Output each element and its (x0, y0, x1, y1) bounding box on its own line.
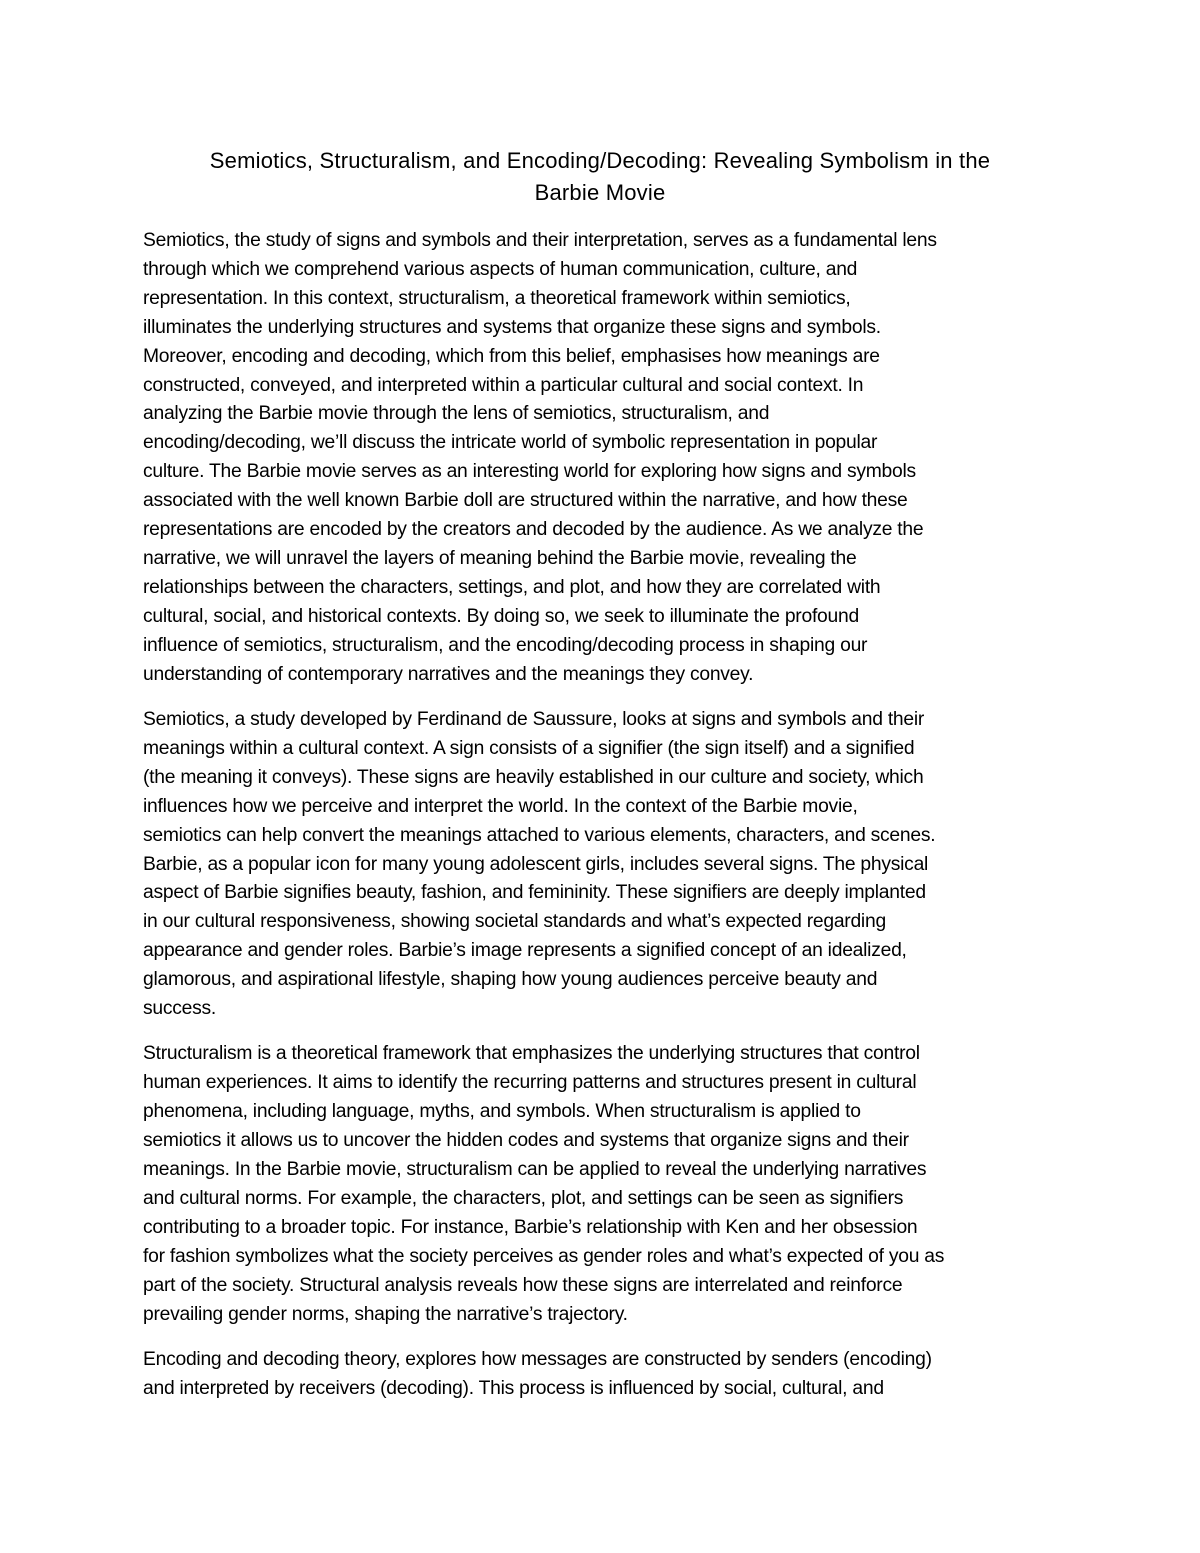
title-line: Semiotics, Structuralism, and Encoding/Decoding: Revealing Symbolism in the (209, 148, 991, 173)
text-line: for fashion symbolizes what the society perceives as gender roles and what’s expected of you as (143, 1245, 945, 1267)
text-line: semiotics can help convert the meanings attached to various elements, characters, and scenes. (143, 824, 936, 846)
text-line: influences how we perceive and interpret the world. In the context of the Barbie movie, (143, 795, 858, 817)
paragraph-semiotics (143, 706, 1063, 1024)
text-line: contributing to a broader topic. For instance, Barbie’s relationship with Ken and her obsession (143, 1216, 918, 1238)
text-line: glamorous, and aspirational lifestyle, shaping how young audiences perceive beauty and (143, 969, 878, 991)
text-line: and cultural norms. For example, the characters, plot, and settings can be seen as signifiers (143, 1188, 904, 1209)
text-line: Barbie, as a popular icon for many young adolescent girls, includes several signs. The physical (143, 853, 929, 875)
document-body (143, 227, 1063, 1420)
text-line: relationships between the characters, settings, and plot, and how they are correlated with (143, 576, 881, 598)
text-line: illuminates the underlying structures and systems that organize these signs and symbols. (143, 316, 881, 338)
text-line: culture. The Barbie movie serves as an interesting world for exploring how signs and symbols (143, 461, 916, 483)
text-line: influence of semiotics, structuralism, and the encoding/decoding process in shaping our (143, 634, 868, 656)
paragraph-encoding-decoding (143, 1346, 1063, 1404)
text-line: understanding of contemporary narratives and the meanings they convey. (143, 663, 754, 685)
text-line: meanings. In the Barbie movie, structuralism can be applied to reveal the underlying narratives (143, 1159, 927, 1181)
text-line: associated with the well known Barbie doll are structured within the narrative, and how these (143, 490, 908, 512)
text-line: narrative, we will unravel the layers of meaning behind the Barbie movie, revealing the (143, 547, 857, 569)
text-line: Moreover, encoding and decoding, which from this belief, emphasises how meanings are (143, 345, 880, 367)
text-line: analyzing the Barbie movie through the lens of semiotics, structuralism, and (143, 403, 770, 425)
text-line: phenomena, including language, myths, and symbols. When structuralism is applied to (143, 1101, 861, 1123)
text-line: meanings within a cultural context. A sign consists of a signifier (the sign itself) and a signified (143, 737, 915, 759)
text-line: encoding/decoding, we’ll discuss the intricate world of symbolic representation in popular (143, 432, 878, 454)
text-line: through which we comprehend various aspects of human communication, culture, and (143, 258, 858, 280)
text-line: Semiotics, a study developed by Ferdinand de Saussure, looks at signs and symbols and their (143, 709, 925, 730)
document-title (140, 145, 1060, 209)
text-line: success. (143, 998, 217, 1020)
text-line: aspect of Barbie signifies beauty, fashion, and femininity. These signifiers are deeply implanted (143, 882, 926, 904)
text-line: constructed, conveyed, and interpreted within a particular cultural and social context. In (143, 374, 864, 396)
text-line: part of the society. Structural analysis reveals how these signs are interrelated and reinforce (143, 1274, 903, 1296)
text-line: and interpreted by receivers (decoding). This process is influenced by social, cultural, and (143, 1377, 884, 1399)
paragraph-structuralism (143, 1040, 1063, 1329)
text-line: prevailing gender norms, shaping the narrative’s trajectory. (143, 1303, 628, 1325)
text-line: in our cultural responsiveness, showing societal standards and what’s expected regarding (143, 911, 886, 933)
text-line: human experiences. It aims to identify the recurring patterns and structures present in cultural (143, 1072, 917, 1094)
text-line: cultural, social, and historical contexts. By doing so, we seek to illuminate the profound (143, 605, 859, 627)
text-line: Semiotics, the study of signs and symbols and their interpretation, serves as a fundamental lens (143, 230, 937, 251)
paragraph-introduction (143, 227, 1063, 690)
text-line: representations are encoded by the creators and decoded by the audience. As we analyze the (143, 519, 924, 541)
text-line: representation. In this context, structuralism, a theoretical framework within semiotics, (143, 287, 851, 309)
text-line: Encoding and decoding theory, explores how messages are constructed by senders (encoding) (143, 1349, 932, 1371)
text-line: Structuralism is a theoretical framework that emphasizes the underlying structures that control (143, 1043, 920, 1065)
text-line: (the meaning it conveys). These signs are heavily established in our culture and society, which (143, 766, 924, 788)
text-line: appearance and gender roles. Barbie’s image represents a signified concept of an idealized, (143, 940, 907, 962)
text-line: semiotics it allows us to uncover the hidden codes and systems that organize signs and their (143, 1130, 909, 1152)
title-line: Barbie Movie (534, 180, 666, 205)
